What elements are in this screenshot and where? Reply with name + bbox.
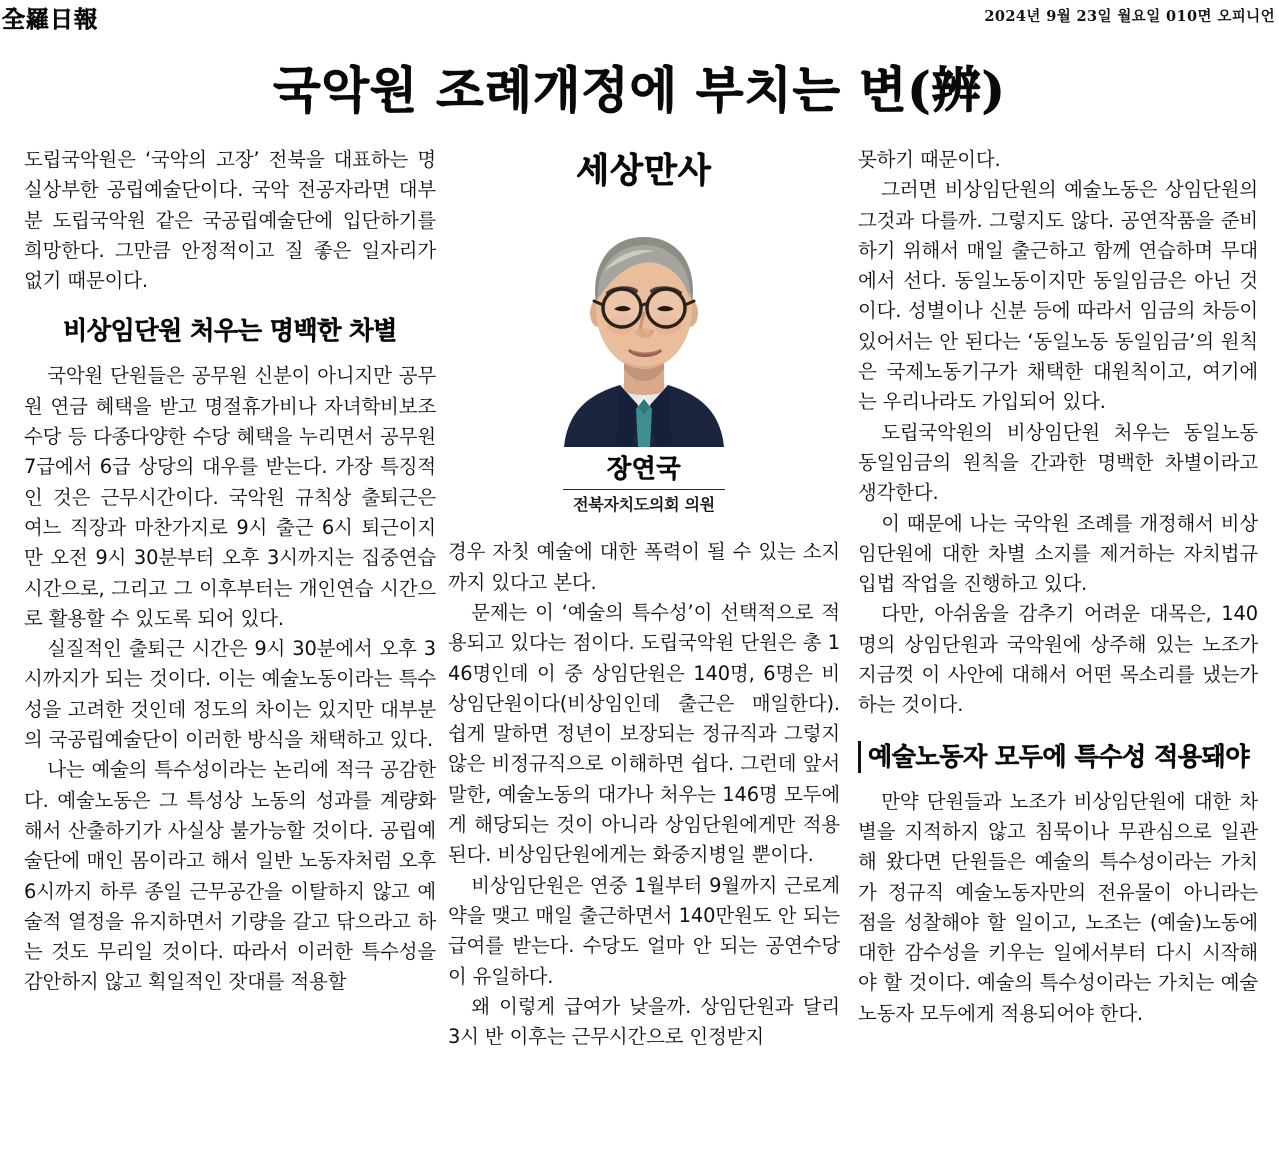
column-right [858, 145, 1258, 1166]
masthead [0, 0, 1279, 34]
series-title: 세상만사 [576, 151, 712, 191]
paragraph: 만약 단원들과 노조가 비상임단원에 대한 차별을 지적하지 않고 침묵이나 무관심으로 일관해 왔다면 단원들은 예술의 특수성이라는 가치가 정규직 예술노동자만의 전유물이 아니라는 점을 성찰해야 할 일이고, 노조는 (예술)노동에 대한 감수성을 키우는 일에서부터 다시 시작해야 할 것이다. 예술의 특수성이라는 가치는 예술노동자 모두에게 적용되어야 한다. [858, 789, 1258, 1025]
column-middle-body [448, 537, 840, 1052]
article-headline: 국악원 조례개정에 부치는 변(辨) [273, 60, 1006, 119]
author-role: 전북자치도의회 의원 [573, 495, 715, 515]
paragraph: 그러면 비상임단원의 예술노동은 상임단원의 그것과 다를까. 그렇지도 않다. 공연작품을 준비하기 위해서 매일 출근하고 함께 연습하며 무대에서 선다. 동일노동이지만 동일임금은 아닌 것이다. 성별이나 신분 등에 따라서 임금의 차등이 있어서는 안 된다는 ‘동일노동 동일임금’의 원칙은 국제노동기구가 채택한 대원칙이고, 여기에는 우리나라도 가입되어 있다. [858, 178, 1258, 414]
column-middle [448, 145, 840, 1166]
paragraph: 도립국악원은 ‘국악의 고장’ 전북을 대표하는 명실상부한 공립예술단이다. 국악 전공자라면 대부분 도립국악원 같은 국공립예술단에 입단하기를 희망한다. 그만큼 안정적이고 질 좋은 일자리가 없기 때문이다. [24, 148, 436, 293]
newspaper-logo: 全羅日報 [2, 6, 98, 33]
section-subhead-right: 예술노동자 모두에 특수성 적용돼야 [858, 741, 1258, 773]
paragraph: 나는 예술의 특수성이라는 논리에 적극 공감한다. 예술노동은 그 특성상 노동의 성과를 계량화해서 산출하기가 사실상 불가능할 것이다. 공립예술단에 매인 몸이라고 해서 일반 노동자처럼 오후 6시까지 하루 종일 근무공간을 이탈하지 않고 예술적 열정을 유지하면서 기량을 갈고 닦으라고 하는 것도 무리일 것이다. 따라서 이러한 특수성을 감안하지 않고 획일적인 잣대를 적용할 [24, 758, 436, 994]
article-columns [0, 145, 1279, 1166]
author-name: 장연국 [607, 454, 681, 483]
paragraph: 실질적인 출퇴근 시간은 9시 30분에서 오후 3시까지가 되는 것이다. 이는 예술노동이라는 특수성을 고려한 것인데 정도의 차이는 있지만 대부분의 국공립예술단이 이러한 방식을 채택하고 있다. [24, 637, 436, 752]
author-divider [563, 489, 725, 490]
section-subhead-left: 비상임단원 처우는 명백한 차별 [63, 316, 397, 346]
paragraph: 문제는 이 ‘예술의 특수성’이 선택적으로 적용되고 있다는 점이다. 도립국악원 단원은 총 146명인데 이 중 상임단원은 140명, 6명은 비상임단원이다(비상임인데 출근은 매일한다). 쉽게 말하면 정년이 보장되는 정규직과 그렇지 않은 비정규직으로 이해하면 쉽다. 그런데 앞서 말한, 예술노동의 대가나 처우는 146명 모두에게 해당되는 것이 아니라 상임단원에게만 적용된다. 비상임단원에게는 화중지병일 뿐이다. [448, 600, 840, 867]
paragraph: 경우 자칫 예술에 대한 폭력이 될 수 있는 소지까지 있다고 본다. [448, 540, 840, 594]
author-portrait-image [546, 209, 742, 447]
paragraph: 왜 이렇게 급여가 낮을까. 상임단원과 달리 3시 반 이후는 근무시간으로 인정받지 [448, 994, 840, 1049]
paragraph: 비상임단원은 연중 1월부터 9월까지 근로계약을 맺고 매일 출근하면서 140만원도 안 되는 급여를 받는다. 수당도 얼마 안 되는 공연수당이 유일하다. [448, 873, 840, 988]
issue-dateline: 2024년 9월 23일 월요일 010면 오피니언 [984, 8, 1275, 25]
author-portrait [546, 209, 742, 447]
paragraph: 국악원 단원들은 공무원 신분이 아니지만 공무원 연금 혜택을 받고 명절휴가비나 자녀학비보조수당 등 다종다양한 수당 혜택을 누리면서 공무원 7급에서 6급 상당의 대우를 받는다. 가장 특징적인 것은 근무시간이다. 국악원 규칙상 출퇴근은 여느 직장과 마찬가지로 9시 출근 6시 퇴근이지만 오전 9시 30분부터 오후 3시까지는 집중연습시간으로, 그리고 그 이후부터는 개인연습 시간으로 활용할 수 있도록 되어 있다. [24, 364, 436, 630]
paragraph: 다만, 아쉬움을 감추기 어려운 대목은, 140명의 상임단원과 국악원에 상주해 있는 노조가 지금껏 이 사안에 대해서 어떤 목소리를 냈는가 하는 것이다. [858, 602, 1258, 717]
paragraph: 이 때문에 나는 국악원 조례를 개정해서 비상임단원에 대한 차별 소지를 제거하는 자치법규 입법 작업을 진행하고 있다. [858, 511, 1258, 596]
paragraph: 도립국악원의 비상임단원 처우는 동일노동 동일임금의 원칙을 간과한 명백한 차별이라고 생각한다. [858, 420, 1258, 505]
paragraph: 못하기 때문이다. [858, 148, 1001, 171]
column-left [24, 145, 436, 1166]
